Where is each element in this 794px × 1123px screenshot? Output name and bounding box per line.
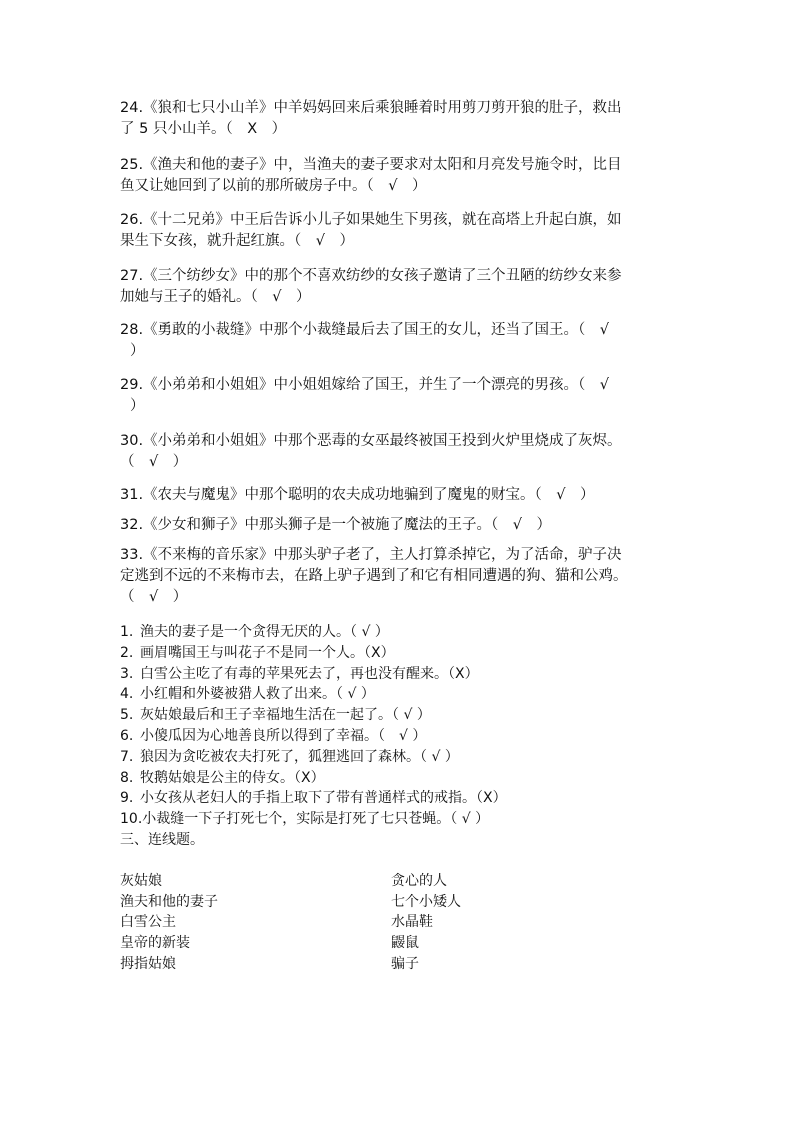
matching-item: 渔夫和他的妻子 (120, 893, 218, 910)
question-line: 24.《狼和七只小山羊》中羊妈妈回来后乘狼睡着时用剪刀剪开狼的肚子，救出 (120, 100, 622, 116)
item-number: 10. (120, 811, 143, 828)
matching-right-column (391, 871, 461, 975)
true-false-list (120, 622, 507, 830)
matching-item: 七个小矮人 (391, 893, 461, 910)
item-number: 7. (120, 748, 134, 765)
matching-item: 鼹鼠 (391, 935, 419, 952)
question-line: 31.《农夫与魔鬼》中那个聪明的农夫成功地骗到了魔鬼的财宝。（ √ ） (120, 487, 595, 503)
item-text: 画眉嘴国王与叫花子不是同一个人。（X） (140, 644, 395, 661)
list-item (120, 664, 507, 685)
item-text: 小女孩从老妇人的手指上取下了带有普通样式的戒指。（X） (140, 790, 507, 807)
item-number: 6. (120, 727, 134, 744)
item-number: 9. (120, 790, 134, 807)
item-text: 渔夫的妻子是一个贪得无厌的人。（ √ ） (140, 624, 389, 640)
list-item (120, 684, 507, 705)
question-line: 28.《勇敢的小裁缝》中那个小裁缝最后去了国王的女儿，还当了国王。（ √ (120, 322, 610, 338)
question-line: 26.《十二兄弟》中王后告诉小儿子如果她生下男孩，就在高塔上升起白旗，如 (120, 212, 622, 228)
question-32 (120, 515, 551, 536)
item-number: 8. (120, 769, 134, 786)
question-line: 了 5 只小山羊。（ X ） (120, 121, 287, 137)
item-text: 牧鹅姑娘是公主的侍女。（X） (140, 769, 325, 786)
question-line: ） (130, 343, 145, 359)
item-text: 小裁缝一下子打死七个，实际是打死了七只苍蝇。（ √ ） (142, 811, 490, 828)
question-27 (120, 266, 622, 308)
question-26 (120, 210, 622, 252)
question-line: 加她与王子的婚礼。（ √ ） (120, 289, 311, 305)
question-24 (120, 98, 622, 140)
item-number: 2. (120, 644, 134, 661)
list-item (120, 622, 507, 643)
list-item (120, 643, 507, 664)
item-number: 1. (120, 624, 134, 640)
question-28 (120, 320, 609, 362)
matching-item: 骗子 (391, 955, 419, 972)
item-number: 3. (120, 665, 134, 682)
question-line: 定逃到不远的不来梅市去，在路上驴子遇到了和它有相同遭遇的狗、猫和公鸡。 (120, 568, 628, 584)
item-text: 白雪公主吃了有毒的苹果死去了，再也没有醒来。（X） (140, 665, 479, 682)
list-item (120, 726, 507, 747)
question-line: ） (130, 398, 145, 414)
question-line: 30.《小弟弟和小姐姐》中那个恶毒的女巫最终被国王投到火炉里烧成了灰烬。 (120, 433, 622, 449)
list-item (120, 788, 507, 809)
question-line: 果生下女孩，就升起红旗。（ √ ） (120, 233, 354, 249)
list-item (120, 809, 507, 830)
question-33 (120, 545, 628, 608)
item-text: 小傻瓜因为心地善良所以得到了幸福。（ √ ） (140, 727, 427, 744)
matching-item: 贪心的人 (391, 873, 447, 889)
question-30 (120, 431, 622, 473)
question-31 (120, 485, 595, 506)
question-line: 鱼又让她回到了以前的那所破房子中。（ √ ） (120, 178, 427, 194)
item-text: 灰姑娘最后和王子幸福地生活在一起了。（ √ ） (140, 707, 431, 724)
matching-item: 拇指姑娘 (120, 955, 176, 972)
matching-left-column (120, 871, 218, 975)
question-line: （ √ ） (120, 454, 188, 470)
question-line: 27.《三个纺纱女》中的那个不喜欢纺纱的女孩子邀请了三个丑陋的纺纱女来参 (120, 268, 622, 284)
section-title: 三、连线题。 (120, 832, 204, 848)
matching-item: 白雪公主 (120, 914, 176, 931)
item-text: 小红帽和外婆被猎人救了出来。（ √ ） (140, 686, 375, 703)
question-line: 33.《不来梅的音乐家》中那头驴子老了，主人打算杀掉它，为了活命，驴子决 (120, 547, 622, 563)
list-item (120, 747, 507, 768)
question-25 (120, 155, 622, 197)
question-line: （ √ ） (120, 589, 188, 605)
matching-item: 皇帝的新装 (120, 935, 190, 952)
item-number: 5. (120, 707, 134, 724)
question-line: 32.《少女和狮子》中那头狮子是一个被施了魔法的王子。（ √ ） (120, 517, 552, 533)
question-29 (120, 375, 609, 417)
list-item (120, 768, 507, 789)
item-text: 狼因为贪吃被农夫打死了，狐狸逃回了森林。（ √ ） (140, 748, 459, 765)
matching-item: 灰姑娘 (120, 873, 162, 889)
question-line: 25.《渔夫和他的妻子》中，当渔夫的妻子要求对太阳和月亮发号施令时，比目 (120, 157, 622, 173)
list-item (120, 705, 507, 726)
matching-item: 水晶鞋 (391, 914, 433, 931)
question-line: 29.《小弟弟和小姐姐》中小姐姐嫁给了国王，并生了一个漂亮的男孩。（ √ (120, 377, 610, 393)
item-number: 4. (120, 686, 134, 703)
